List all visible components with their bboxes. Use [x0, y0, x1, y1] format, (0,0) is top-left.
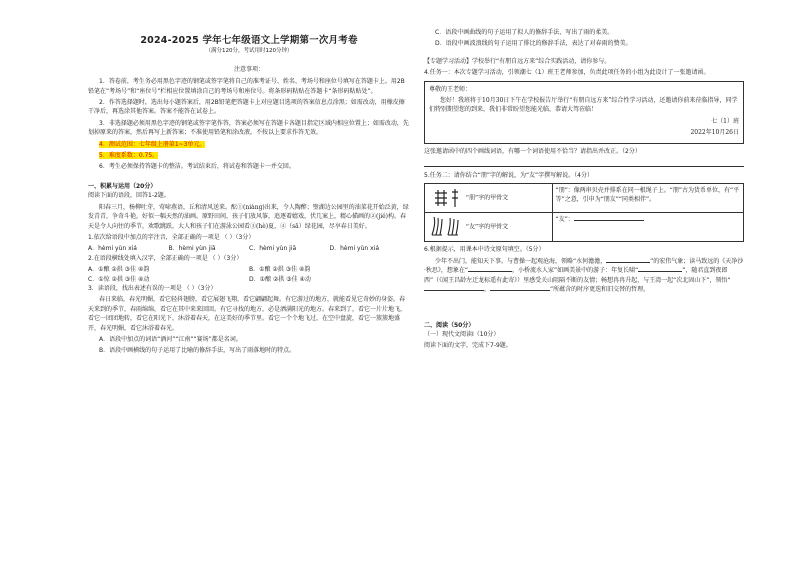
q6-blank-5[interactable] — [490, 290, 550, 291]
exam-title: 2024-2025 学年七年级语文上学期第一次月考卷 — [140, 35, 358, 46]
left-column — [88, 28, 410, 358]
peng-explanation: “朋”：像两串贝壳并排系在同一根绳子上。“朋”古为货币单位，有“平等”之意，引申为“朋友”“同类相伴”。 — [552, 184, 743, 213]
you-oracle-icon — [428, 215, 464, 239]
passage-2: 春日来临，春光明媚，看它轻抖翅膀，看它展翅飞翔，看它翩翩起舞。有它游过的地方，就能看见它奇妙的身姿。春天来到的季节，春雨绵绵，看它在其中来来回回。有它寻找的地方，必是洒满阳光的地方。春来到了，看它一片片地飞，看它一团团地转，看它在阳光下，沐浴着春天，在这美好的季节里。看它一个个地飞过，在空中盘旋，看它一簇簇地盛开，春光明媚，看它沐浴着春光。 — [88, 296, 407, 332]
question-6-text: 少年不出门，能知天下事。与曹操一起观沧海，领略“水何澹澹， ”的宏伟气象；读马致远的《天净沙·秋思》，想象在“ ，小桥流水人家”如画美景中的游子：年复长啸“ ”，随君直到夜郎西”（《闻王昌龄左迁龙标遥有此寄》）里感受关山阻隔不断的友情；畅想冉冉升起，与王湾一起“次北固山下”，领悟“， ”所蕴含的时序更迭和旧交替的哲理。 — [424, 257, 744, 294]
notice-5: 5．难度系数：0.75。 — [99, 152, 159, 160]
question-2-options-row2 — [88, 275, 410, 284]
q1-option-c[interactable]: C．hèmi yùn jiā — [249, 245, 297, 253]
q1-option-a[interactable]: A．hèmi yùn xiá — [88, 245, 137, 253]
passage-1: 阳春三月，杨柳吐芽，莺啼燕语，丘和清风送来。酝①(niàng)出来，令人陶醉；璧湖边公园里的油菜花开始泛黄，绿发青青，争奇斗艳，好似一幅天然的油画。原野田间，孩子们放风筝，追逐着嬉戏，伏几案上，精心描画的②(jié)构。春天是令人向往的季节，欢歌跳跃，大人和孩子们在游泳公园看③(hè)夏，④（sā）绿花园，尽享春日美好。 — [88, 203, 409, 230]
answer-line-q4[interactable] — [424, 158, 744, 167]
q3-option-c[interactable]: C．语段中画曲线的句子运用了拟人的修辞手法，写出了雨的柔美。 — [435, 29, 614, 36]
subsection-heading: （一）现代文阅读Ⅰ（10分） — [424, 330, 500, 338]
you-label: “友”字的甲骨文 — [465, 223, 509, 231]
q2-option-a[interactable]: A．①酿 ②拱 ③佳 ④韵 — [88, 266, 150, 274]
notice-2: 2．作答选择题时，选出每小题答案后，用2B铅笔把答题卡上对应题目选项的答案信息点涂黑；如需改动，用橡皮擦干净后，再选涂其他答案。答案不能答在试卷上。 — [88, 99, 405, 116]
question-2: 2.在语段横线处填入汉字，全部正确的一项是 （ ）（3分） — [88, 254, 243, 262]
q6-blank-4[interactable] — [424, 290, 484, 291]
q1-option-d[interactable]: D．hèmi yùn xiá — [329, 245, 379, 253]
letter-body: 您好！我班将于10月30日下午在学校报告厅举行“有朋自远方来”综合性学习活动，还邀请你前来莅临指导，同学们特别期望您的到来，我们非常盼望您能光临，恭请大驾莅临！ — [429, 97, 738, 114]
reading-intro: 阅读下面的语段，回答1-2题。 — [88, 192, 170, 200]
q3-option-b[interactable]: B．语段中画横线的句子运用了比喻的修辞手法，写出了雨落地时的特点。 — [99, 347, 296, 355]
q6-blank-1[interactable] — [606, 262, 650, 263]
section-1-heading: 一、积累与运用（20分） — [88, 182, 157, 190]
question-1-options — [88, 244, 410, 253]
question-3: 3．读语段，找出表述有误的一项是 （ ）（3分） — [88, 284, 217, 292]
notice-3: 3．非选择题必须用黑色字迹的钢笔或签字笔作答，答案必须写在答题卡各题目指定区域内相应位置上；如需改动，先划掉原来的答案，然后再写上新答案；不准使用铅笔和涂改液。不按以上要求作答无效。 — [88, 119, 409, 137]
letter-signature: 七（1）班 — [711, 117, 739, 125]
notice-1: 1．答卷前，考生务必用黑色字迹的钢笔或签字笔将自己的准考证号、姓名、考场号和座位号填写在答题卡上。用2B铅笔在“考场号”和“座位号”栏相应位置填涂自己的考场号和座位号。将条形码粘贴在答题卡“条形码粘贴处”。 — [88, 78, 405, 95]
q3-option-d[interactable]: D．语段中画波浪线的句子运用了排比的修辞手法，表达了对春雨的赞美。 — [435, 40, 632, 48]
letter-salutation: 尊敬的王老师： — [429, 85, 472, 93]
question-2-options-row1 — [88, 265, 410, 274]
letter-date: 2022年10月26日 — [690, 129, 739, 137]
q6-blank-3[interactable] — [638, 271, 682, 272]
peng-oracle-icon — [428, 186, 464, 210]
right-column — [424, 28, 744, 353]
notice-6: 6．考生必须保持答题卡的整洁。考试结束后，将试卷和答题卡一并交回。 — [99, 163, 295, 171]
q3-option-a[interactable]: A．语段中加点的词语“酒河”“江南”“赛场”都是名词。 — [99, 335, 242, 343]
q2-option-c[interactable]: C．①惊 ②拱 ③佳 ④动 — [88, 275, 150, 283]
invitation-letter — [424, 81, 744, 144]
q1-option-b[interactable]: B．hèmi yùn jiā — [168, 245, 216, 253]
q2-option-b[interactable]: B．①酿 ②拱 ③佳 ④韵 — [249, 266, 311, 274]
question-6: 6.根据提示，用课本中诗文原句填空。（5分） — [424, 246, 545, 254]
you-answer-cell[interactable]: “友”： — [552, 213, 743, 242]
exam-subtitle: （满分120分，考试用时120分钟） — [205, 48, 293, 55]
you-answer-blank[interactable] — [574, 220, 644, 221]
q6-blank-2[interactable] — [468, 271, 512, 272]
q2-option-d[interactable]: D．①酿 ②拱 ③佳 ④动 — [249, 275, 311, 283]
reading-instruction: 阅读下面的文字，完成下7-9题。 — [424, 342, 512, 350]
question-4-prompt: 这张邀请函中的四个画线词语，有哪一个词语使用不恰当？请指出并改正。（2分） — [424, 147, 641, 155]
section-2-heading: 二、阅读（50分） — [424, 321, 475, 329]
notice-4: 4．测试范围：七年级上册第1~3单元。 — [99, 140, 206, 148]
peng-glyph-cell — [425, 184, 553, 213]
question-1: 1.依次给语段中加点的字注音，全部正确的一项是 （ ）（3分） — [88, 233, 255, 241]
peng-label: “朋”字的甲骨文 — [465, 194, 509, 202]
table-row-peng — [425, 184, 744, 213]
question-4: 4.任务一：本次专题学习活动，引领潮七（1）班王老师参加，负责此项任务的小组为此设计了一张邀请函。 — [424, 69, 710, 77]
activity-heading: 【专题学习活动】学校举行“有朋自远方来”综合实践活动，请你参与。 — [424, 57, 611, 65]
oracle-table — [424, 183, 744, 242]
table-row-you — [425, 213, 744, 242]
you-glyph-cell — [425, 213, 553, 242]
notice-heading: 注意事项： — [233, 65, 264, 73]
question-5: 5.任务二：请你结合“朋”字的解说，为“友”字撰写解说。（4分） — [424, 172, 593, 180]
